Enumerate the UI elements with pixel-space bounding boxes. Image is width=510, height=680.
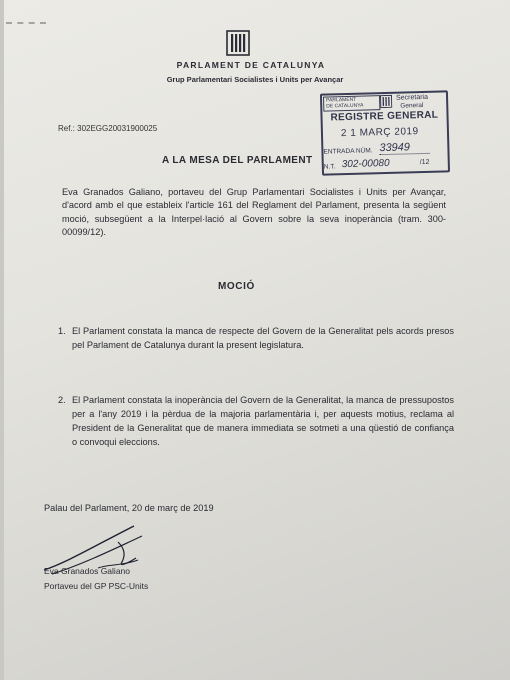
signatory-name: Eva Granados Galiano xyxy=(44,566,130,576)
stamp-catalunya: DE CATALUNYA xyxy=(326,102,364,110)
addressee: A LA MESA DEL PARLAMENT xyxy=(162,155,313,166)
stamp-registre: REGISTRE GENERAL xyxy=(330,109,439,124)
motion-item-number: 2. xyxy=(58,395,66,405)
stamp-secretaria: Secretaria xyxy=(395,93,429,102)
stamp-date: 2 1 MARÇ 2019 xyxy=(340,126,419,140)
parliament-logo-icon xyxy=(226,30,250,56)
stamp-entrada-label: ENTRADA NÚM. xyxy=(323,147,373,156)
motion-item-text: El Parlament constata la manca de respecte del Govern de la Generalitat pels acords presos pel Parlament de Catalunya durant la present legislatura. xyxy=(72,326,454,350)
registry-stamp xyxy=(320,90,450,177)
motion-item-number: 1. xyxy=(58,326,66,336)
group-name: Grup Parlamentari Socialistes i Units per Avançar xyxy=(166,75,344,84)
stamp-nt-suffix: /12 xyxy=(419,158,430,167)
institution-name: PARLAMENT DE CATALUNYA xyxy=(176,60,326,70)
stamp-general: General xyxy=(400,101,424,110)
intro-paragraph: Eva Granados Galiano, portaveu del Grup Parlamentari Socialistes i Units per Avançar, d'acord amb el que estableix l'article 161 del Reglament del Parlament, presenta la següent moció, subsegüent a la Interpel·lació al Govern sobre la seva inoperància (tram. 300-00099/12). xyxy=(62,187,446,238)
motion-item xyxy=(58,393,454,449)
stamp-parlament: PARLAMENT xyxy=(326,96,357,104)
motion-item xyxy=(58,324,454,352)
motion-item-text: El Parlament constata la inoperància del Govern de la Generalitat, la manca de pressupostos per a l'any 2019 i la pèrdua de la majoria parlamentària i, per aquests motius, reclama al President de la Generalitat que de manera immediata se sotmeti a una qüestió de confiança o convoqui eleccions. xyxy=(72,395,454,447)
stamp-nt-label: N.T. xyxy=(323,163,336,171)
place-date: Palau del Parlament, 20 de març de 2019 xyxy=(44,503,214,513)
stamp-entrada-number: 33949 xyxy=(379,141,429,155)
stamp-nt-value: 302-00080 xyxy=(341,157,390,171)
stamp-logo-icon xyxy=(380,95,392,108)
reference-number: Ref.: 302EGG20031900025 xyxy=(58,124,158,133)
document-page xyxy=(4,0,510,680)
signatory-role: Portaveu del GP PSC-Units xyxy=(44,581,149,591)
punch-marks xyxy=(6,22,46,26)
motion-title: MOCIÓ xyxy=(218,281,255,292)
